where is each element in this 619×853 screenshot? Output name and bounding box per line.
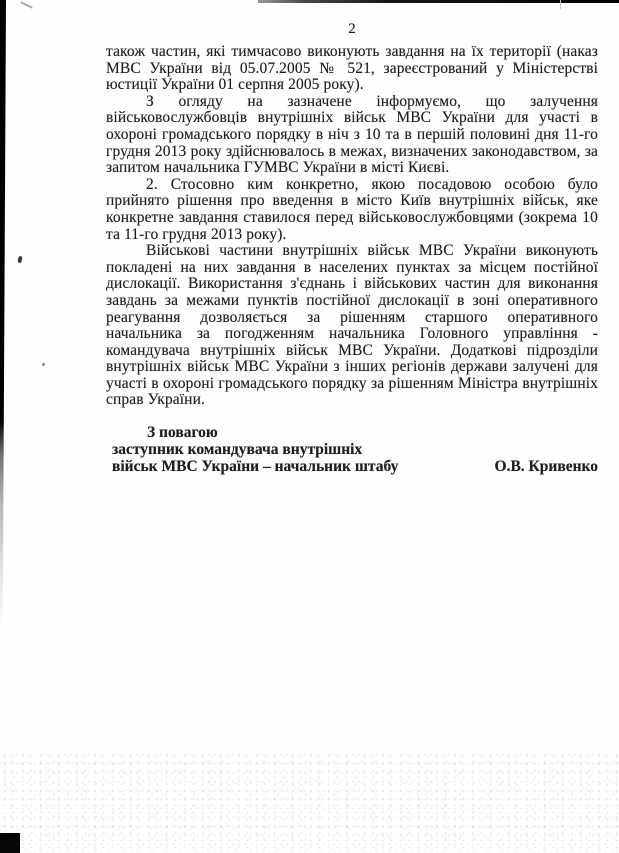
- signature-title-line: військ МВС України – начальник штабу: [112, 458, 399, 475]
- body-paragraph: Військові частини внутрішніх військ МВС України виконують покладені на них завдання в населених пунктах за місцем постійної дислокації. Використання з'єднань і військових частин для виконання завдань за межами пунктів постійної дислокації в зоні оперативного реагування дозволяється за рішенням старшого оперативного начальника за погодженням начальника Головного управління - командувача внутрішніх військ МВС України. Додаткові підрозділи внутрішніх військ МВС України з інших регіонів держави залучені для участі в охороні громадського порядку за рішенням Міністра внутрішніх справ України.: [106, 242, 598, 409]
- signature-name: О.В. Кривенко: [494, 458, 598, 475]
- scan-artifact-bottom-left-square: [0, 833, 20, 853]
- body-paragraph: З огляду на зазначене інформуємо, що залучення військовослужбовців внутрішніх військ МВС України для участі в охороні громадського порядку в ніч з 10 та в першій половині дня 11-го грудня 2013 року здійснювалось в межах, визначених законодавством, за запитом начальника ГУМВС України в місті Києві.: [106, 92, 598, 177]
- scan-artifact-left-edge-bar: [0, 0, 6, 630]
- scan-artifact-diagonal-mark: [20, 1, 33, 8]
- scan-artifact-noise-band: [0, 753, 619, 853]
- body-paragraph: 2. Стосовно ким конкретно, якою посадовою особою було прийнято рішення про введення в місто Київ внутрішніх військ, яке конкретне завдання ставилося перед військовослужбовцями (зокрема 10 та 11-го грудня 2013 року).: [106, 175, 598, 243]
- document-body: [106, 44, 598, 409]
- signature-closing: З повагою: [147, 424, 218, 441]
- signature-block: [112, 424, 598, 475]
- scan-artifact-speck: [42, 363, 45, 366]
- signature-title-line: заступник командувача внутрішніх: [112, 441, 363, 458]
- signature-row: [112, 458, 598, 475]
- scan-artifact-speck: [17, 256, 22, 264]
- body-paragraph: також частин, які тимчасово виконують завдання на їх території (наказ МВС України від 05.07.2005 № 521, зареєстрований у Міністерстві юстиції України 01 серпня 2005 року).: [106, 43, 598, 94]
- scan-artifact-top-edge-bar: [258, 0, 619, 3]
- page-number: 2: [348, 21, 356, 37]
- scan-artifact-vertical-line: [560, 0, 561, 9]
